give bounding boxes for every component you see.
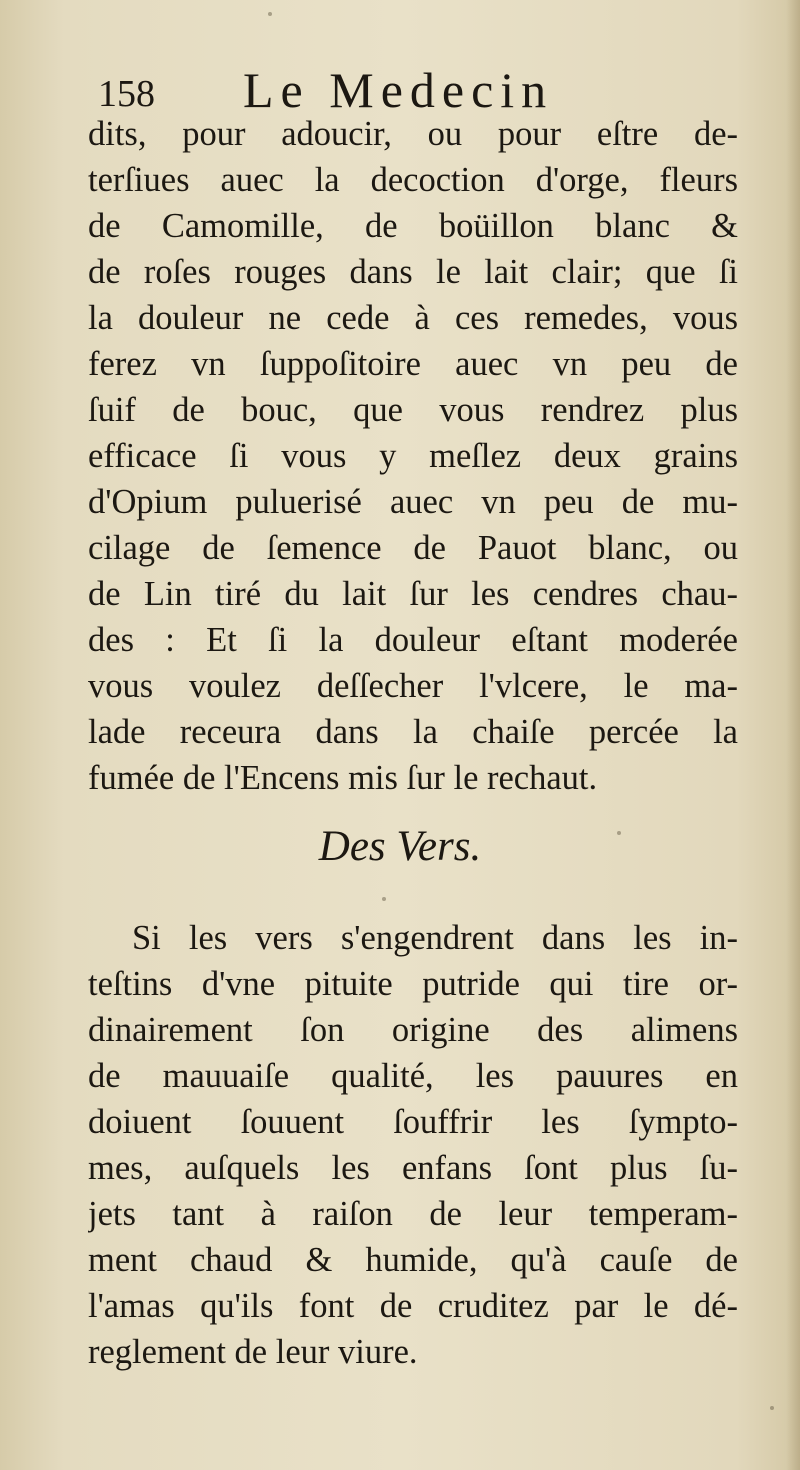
running-head: Le Medecin [243,62,554,118]
text-line: teſtins d'vne pituite putride qui tire or- [88,965,738,1003]
page-number: 158 [98,73,155,115]
text-line: des : Et ſi la douleur eſtant moderée [88,621,738,659]
text-line: la douleur ne cede à ces remedes, vous [88,299,738,337]
paper-speck [617,831,621,835]
text-line: mes, auſquels les enfans ſont plus ſu- [88,1149,738,1187]
text-line: dits, pour adoucir, ou pour eſtre de- [88,115,738,153]
paper-speck [382,897,386,901]
text-line: reglement de leur viure. [88,1333,418,1371]
paper-speck [268,12,272,16]
text-line: Si les vers s'engendrent dans les in- [132,919,738,957]
text-line: de Camomille, de boüillon blanc & [88,207,738,245]
text-line: l'amas qu'ils font de cruditez par le dé- [88,1287,738,1325]
text-line: efficace ſi vous y meſlez deux grains [88,437,738,475]
text-line: ferez vn ſuppoſitoire auec vn peu de [88,345,738,383]
text-line: lade receura dans la chaiſe percée la [88,713,738,751]
text-line: de roſes rouges dans le lait clair; que ſi [88,253,738,291]
text-line: doiuent ſouuent ſouffrir les ſympto- [88,1103,738,1141]
text-line: vous voulez deſſecher l'vlcere, le ma- [88,667,738,705]
section-title: Des Vers. [318,823,482,870]
text-line: cilage de ſemence de Pauot blanc, ou [88,529,738,567]
text-line: ſuif de bouc, que vous rendrez plus [88,391,738,429]
paragraph-continuation [88,111,738,801]
page-header [88,64,728,116]
text-line: ment chaud & humide, qu'à cauſe de [88,1241,738,1279]
text-line: de Lin tiré du lait ſur les cendres chau- [88,575,738,613]
text-line: fumée de l'Encens mis ſur le rechaut. [88,759,598,797]
text-line: d'Opium puluerisé auec vn peu de mu- [88,483,738,521]
text-line: dinairement ſon origine des alimens [88,1011,738,1049]
paper-speck [770,1406,774,1410]
text-line: terſiues auec la decoction d'orge, fleurs [88,161,738,199]
paragraph [88,915,738,1375]
text-line: jets tant à raiſon de leur temperam- [88,1195,738,1233]
text-line: de mauuaiſe qualité, les pauures en [88,1057,738,1095]
